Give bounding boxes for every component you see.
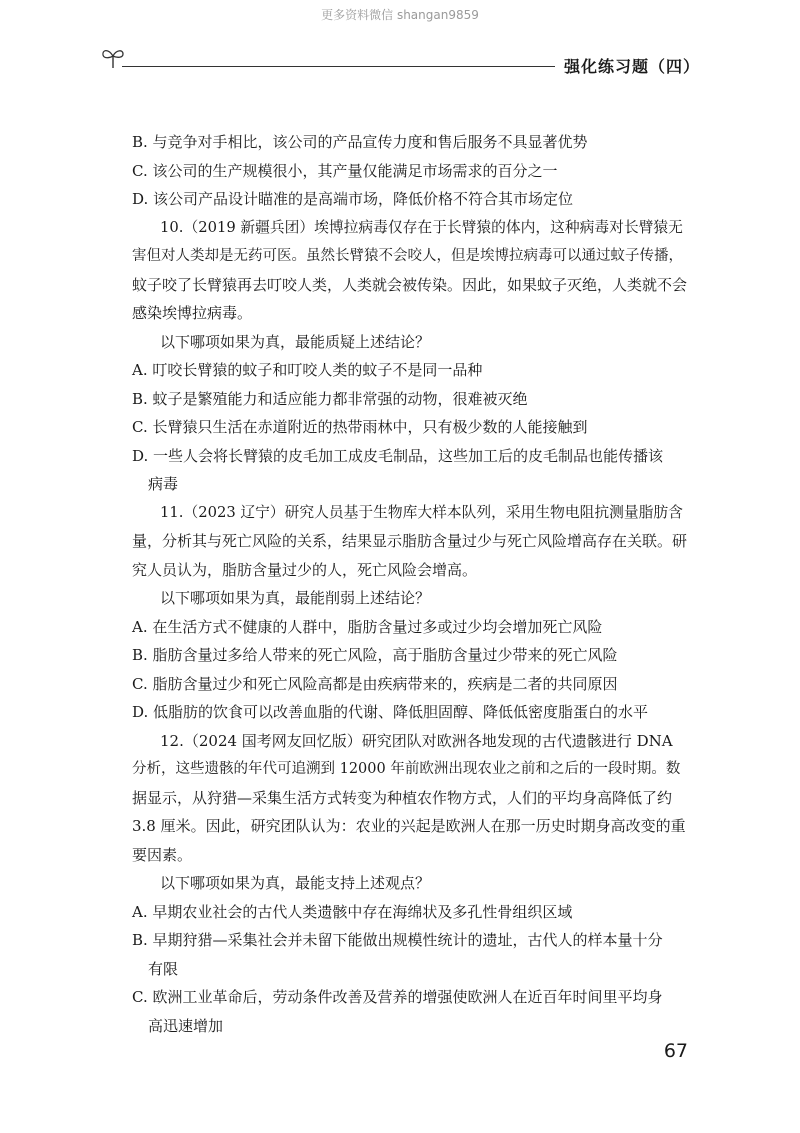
- q10-stem-line: 害但对人类却是无药可医。虽然长臂猿不会咬人，但是埃博拉病毒可以通过蚊子传播，: [132, 248, 683, 264]
- q12-option-b-continuation: 有限: [148, 959, 179, 978]
- section-title: 强化练习题（四）: [563, 57, 700, 76]
- watermark-text: 更多资料微信 shangan9859: [321, 8, 479, 22]
- q10-option-a: A. 叮咬长臂猿的蚊子和叮咬人类的蚊子不是同一品种: [132, 361, 483, 379]
- q12-stem-line: 据显示，从狩猎—采集生活方式转变为种植农作物方式，人们的平均身高降低了约: [132, 788, 673, 807]
- q10-stem-line: 10.（2019 新疆兵团）埃博拉病毒仅存在于长臂猿的体内，这种病毒对长臂猿无: [160, 218, 683, 236]
- page-content: [132, 128, 688, 1040]
- q12-stem-line: 分析，这些遗骸的年代可追溯到 12000 年前欧洲出现农业之前和之后的一段时期。数: [132, 761, 681, 777]
- q10-stem-line: 感染埃博拉病毒。: [132, 304, 253, 322]
- q11-stem-line: 量，分析其与死亡风险的关系，结果显示脂肪含量过少与死亡风险增高存在关联。研: [132, 532, 688, 550]
- q9-option-c: C. 该公司的生产规模很小，其产量仅能满足市场需求的百分之一: [132, 161, 558, 180]
- q12-stem-line: 要因素。: [132, 845, 193, 864]
- q10-option-b: B. 蚊子是繁殖能力和适应能力都非常强的动物，很难被灭绝: [132, 389, 528, 408]
- q12-option-c-continuation: 高迅速增加: [148, 1016, 224, 1035]
- page-header: [100, 44, 700, 80]
- q12-option-b: B. 早期狩猎—采集社会并未留下能做出规模性统计的遗址，古代人的样本量十分: [132, 931, 663, 949]
- q10-stem-line: 蚊子咬了长臂猿再去叮咬人类，人类就会被传染。因此，如果蚊子灭绝，人类就不会: [132, 275, 688, 294]
- q11-stem-line: 究人员认为，脂肪含量过少的人，死亡风险会增高。: [132, 560, 478, 579]
- q12-stem-line: 3.8 厘米。因此，研究团队认为：农业的兴起是欧洲人在那一历史时期身高改变的重: [132, 817, 686, 835]
- q12-stem-line: 12.（2024 国考网友回忆版）研究团队对欧洲各地发现的古代遗骸进行 DNA: [160, 731, 673, 750]
- q11-question: 以下哪项如果为真，最能削弱上述结论？: [160, 589, 431, 607]
- page-number: 67: [663, 1040, 688, 1062]
- q10-question: 以下哪项如果为真，最能质疑上述结论？: [160, 332, 431, 351]
- q11-option-b: B. 脂肪含量过多给人带来的死亡风险，高于脂肪含量过少带来的死亡风险: [132, 646, 618, 664]
- q10-option-d: D. 一些人会将长臂猿的皮毛加工成皮毛制品，这些加工后的皮毛制品也能传播该: [132, 446, 664, 465]
- q11-stem-line: 11.（2023 辽宁）研究人员基于生物库大样本队列，采用生物电阻抗测量脂肪含: [160, 503, 683, 521]
- q12-option-c: C. 欧洲工业革命后，劳动条件改善及营养的增强使欧洲人在近百年时间里平均身: [132, 988, 663, 1006]
- q10-option-c: C. 长臂猿只生活在赤道附近的热带雨林中，只有极少数的人能接触到: [132, 418, 588, 436]
- q11-option-a: A. 在生活方式不健康的人群中，脂肪含量过多或过少均会增加死亡风险: [132, 617, 603, 636]
- q9-option-b: B. 与竞争对手相比，该公司的产品宣传力度和售后服务不具显著优势: [132, 133, 588, 151]
- header-rule: [122, 66, 555, 67]
- q12-option-a: A. 早期农业社会的古代人类遗骸中存在海绵状及多孔性骨组织区域: [132, 902, 573, 921]
- q11-option-c: C. 脂肪含量过少和死亡风险高都是由疾病带来的，疾病是二者的共同原因: [132, 674, 618, 693]
- q12-question: 以下哪项如果为真，最能支持上述观点？: [160, 874, 431, 892]
- q9-option-d: D. 该公司产品设计瞄准的是高端市场，降低价格不符合其市场定位: [132, 190, 574, 208]
- q11-option-d: D. 低脂肪的饮食可以改善血脂的代谢、降低胆固醇、降低低密度脂蛋白的水平: [132, 703, 649, 721]
- q10-option-d-continuation: 病毒: [148, 475, 179, 493]
